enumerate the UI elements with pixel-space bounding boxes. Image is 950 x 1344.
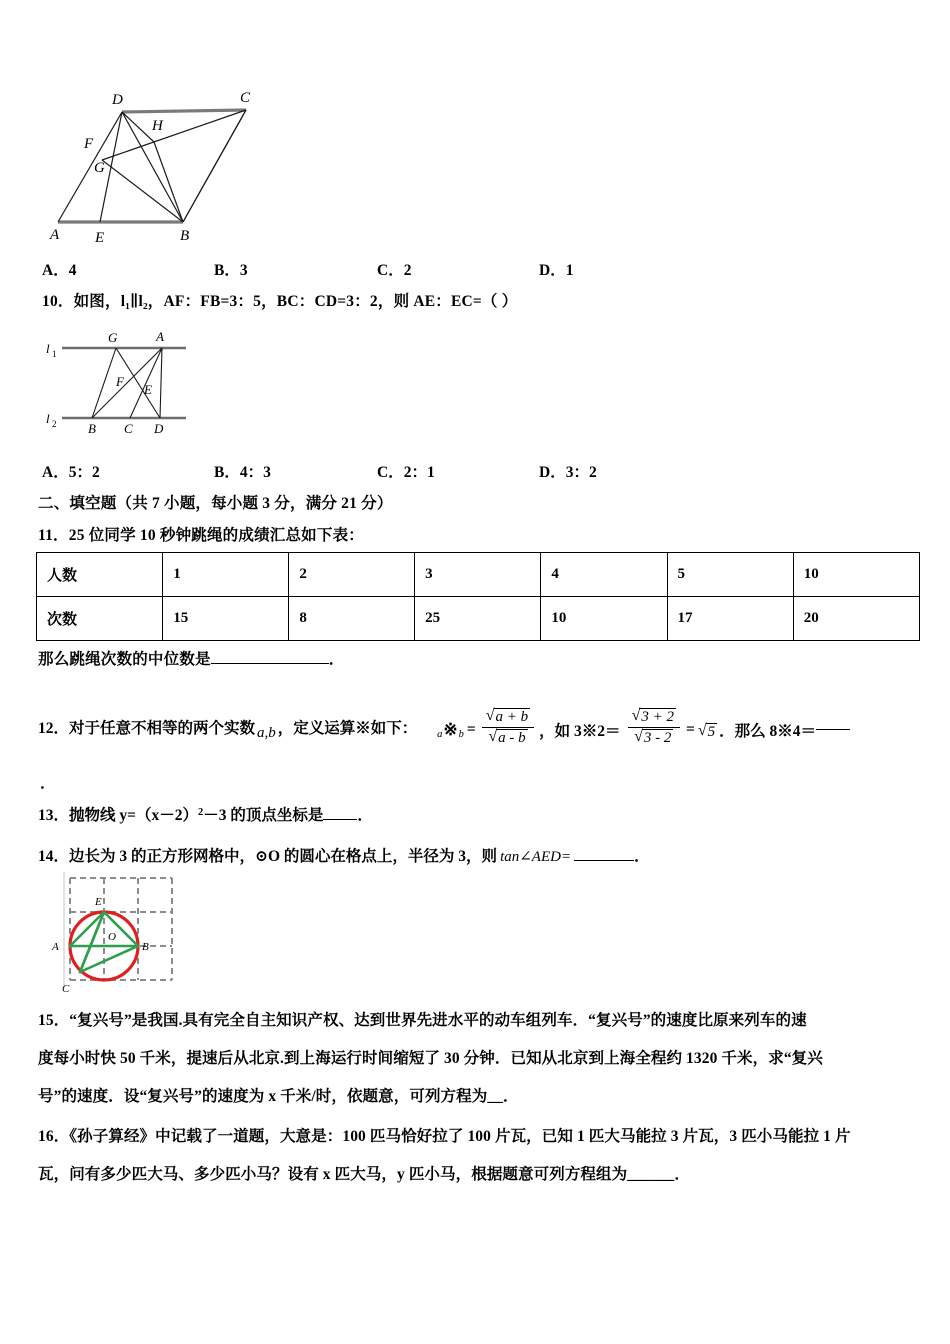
- q12-answer-blank[interactable]: [816, 729, 850, 730]
- people-cell-4: 5: [667, 553, 793, 597]
- q10-options-row: [42, 460, 922, 482]
- svg-text:F: F: [116, 374, 124, 389]
- svg-text:C: C: [240, 90, 251, 106]
- q12-stem: [38, 707, 850, 749]
- q9-option-a[interactable]: A．4: [42, 262, 77, 279]
- svg-text:2: 2: [52, 419, 57, 429]
- q11-answer-blank[interactable]: [211, 663, 329, 664]
- sqrt-icon: √ 3 - 2: [634, 728, 672, 746]
- people-cell-1: 2: [289, 553, 415, 597]
- jump-rope-table: [36, 552, 920, 641]
- section-2-heading: 二、填空题（共 7 小题，每小题 3 分，满分 21 分）: [38, 495, 393, 512]
- counts-cell-4: 17: [667, 597, 793, 641]
- q15-line-1: 15．“复兴号”是我国.具有完全自主知识产权、达到世界先进水平的动车组列车．“复兴号”的速度比原来列车的速: [38, 1012, 807, 1029]
- svg-text:G: G: [108, 330, 118, 345]
- q12-mid: ，定义运算※如下：: [277, 720, 418, 738]
- q9-option-c[interactable]: C．2: [377, 262, 412, 279]
- q9-option-d[interactable]: D．1: [539, 262, 574, 279]
- q10-option-c[interactable]: C．2：1: [377, 464, 435, 481]
- people-cell-5: 10: [793, 553, 919, 597]
- q12-def-b: b: [458, 729, 464, 740]
- q12-example-lead: ，如 3※2＝: [539, 722, 621, 740]
- q12-def-denominator: [484, 728, 531, 747]
- svg-text:C: C: [124, 421, 133, 436]
- q14-period: ．: [634, 848, 650, 865]
- counts-cell-0: 15: [163, 597, 289, 641]
- table-row-people: [37, 553, 920, 597]
- svg-text:H: H: [152, 118, 163, 134]
- sqrt-icon: √ a + b: [485, 707, 529, 725]
- counts-cell-3: 10: [541, 597, 667, 641]
- people-cell-3: 4: [541, 553, 667, 597]
- q13-stem: [38, 803, 373, 825]
- q11-period: ．: [328, 651, 345, 668]
- q13-body: 抛物线 y=（x－2）: [69, 807, 198, 824]
- svg-text:E: E: [144, 382, 152, 397]
- q12-equals-1: =: [466, 720, 476, 738]
- q12-number: 12．: [38, 720, 70, 738]
- sqrt-icon: √ a - b: [488, 728, 526, 746]
- q11-median-line: [38, 648, 344, 671]
- counts-cell-2: 25: [415, 597, 541, 641]
- svg-text:E: E: [95, 230, 105, 246]
- q12-definition: [437, 707, 850, 749]
- q12-tail: ．那么 8※4＝: [719, 722, 816, 740]
- svg-text:F: F: [84, 136, 94, 152]
- q12-def-numerator: [482, 708, 534, 728]
- q13-exponent: 2: [197, 807, 204, 818]
- counts-cell-1: 8: [289, 597, 415, 641]
- svg-text:D: D: [154, 421, 164, 436]
- svg-text:A: A: [156, 329, 164, 344]
- svg-text:1: 1: [52, 349, 57, 359]
- q10-option-d[interactable]: D．3：2: [539, 464, 597, 481]
- sqrt-icon: √ 3 + 2: [631, 707, 674, 725]
- row-label-counts: 次数: [37, 597, 163, 641]
- svg-text:D: D: [112, 92, 123, 108]
- q14-number: 14．: [38, 848, 70, 865]
- q9-option-b[interactable]: B．3: [214, 262, 248, 279]
- people-cell-0: 1: [163, 553, 289, 597]
- svg-text:G: G: [94, 160, 105, 176]
- q14-body: 边长为 3 的正方形网格中，⊙O 的圆心在格点上，半径为 3，则: [69, 848, 498, 865]
- q12-ex-numerator: [628, 708, 680, 728]
- parallel-lines-figure: [44, 322, 196, 438]
- svg-text:B: B: [88, 421, 96, 436]
- svg-text:E: E: [95, 896, 102, 908]
- q13-answer-blank[interactable]: [323, 819, 357, 820]
- q12-def-fraction: [482, 708, 534, 747]
- svg-text:l: l: [46, 341, 50, 356]
- circle-grid-figure: [50, 868, 190, 996]
- q16-line-1: 16．《孙子算经》中记载了一道题，大意是：100 匹马恰好拉了 100 片瓦，已知 1 匹大马能拉 3 片瓦，3 匹小马能拉 1 片: [38, 1128, 851, 1145]
- parallelogram-figure: [40, 82, 300, 252]
- q14-answer-blank[interactable]: [574, 860, 634, 861]
- q11-stem: 11．25 位同学 10 秒钟跳绳的成绩汇总如下表：: [38, 527, 364, 544]
- q12-example-fraction: [628, 708, 680, 747]
- q11-median-text: 那么跳绳次数的中位数是: [38, 651, 211, 668]
- svg-text:B: B: [180, 228, 190, 244]
- q12-def-a: a: [437, 729, 443, 740]
- row-label-people: 人数: [37, 553, 163, 597]
- q12-op-1: ※: [443, 719, 458, 739]
- people-cell-2: 3: [415, 553, 541, 597]
- svg-text:C: C: [62, 983, 70, 995]
- q9-options-row: [42, 258, 922, 280]
- svg-text:A: A: [50, 227, 60, 243]
- q10-option-b[interactable]: B．4：3: [214, 464, 271, 481]
- q14-stem: [38, 844, 650, 866]
- q15-line-2: 度每小时快 50 千米，提速后从北京.到上海运行时间缩短了 30 分钟．已知从北京到上海全程约 1320 千米，求“复兴: [38, 1050, 823, 1067]
- svg-text:l: l: [46, 411, 50, 426]
- q12-lead: 对于任意不相等的两个实数: [69, 720, 256, 738]
- q12-trailing-period: ．: [40, 775, 56, 792]
- q14-italic-expression: tan∠AED=: [500, 849, 572, 865]
- q12-result-sqrt: √ 5: [697, 721, 716, 740]
- q13-number: 13．: [38, 807, 70, 824]
- svg-text:B: B: [142, 941, 149, 953]
- q10-option-a[interactable]: A．5：2: [42, 464, 100, 481]
- q10-stem: 10．如图，l₁∥l₂，AF：FB=3：5，BC：CD=3：2，则 AE：EC=（ ）: [42, 293, 518, 310]
- q16-line-2: 瓦，问有多少匹大马、多少匹小马？设有 x 匹大马，y 匹小马，根据题意可列方程组为______．: [38, 1166, 690, 1183]
- q12-equals-2: =: [685, 720, 695, 738]
- svg-text:A: A: [52, 941, 59, 953]
- svg-text:O: O: [108, 931, 116, 943]
- q12-vars: a,b: [257, 725, 276, 742]
- q13-body2: －3 的顶点坐标是: [203, 807, 324, 824]
- counts-cell-5: 20: [793, 597, 919, 641]
- q12-ex-denominator: [630, 728, 677, 747]
- table-row-counts: [37, 597, 920, 641]
- q13-period: ．: [357, 807, 373, 824]
- q15-line-3: 号”的速度．设“复兴号”的速度为 x 千米/时，依题意，可列方程为__．: [38, 1088, 519, 1105]
